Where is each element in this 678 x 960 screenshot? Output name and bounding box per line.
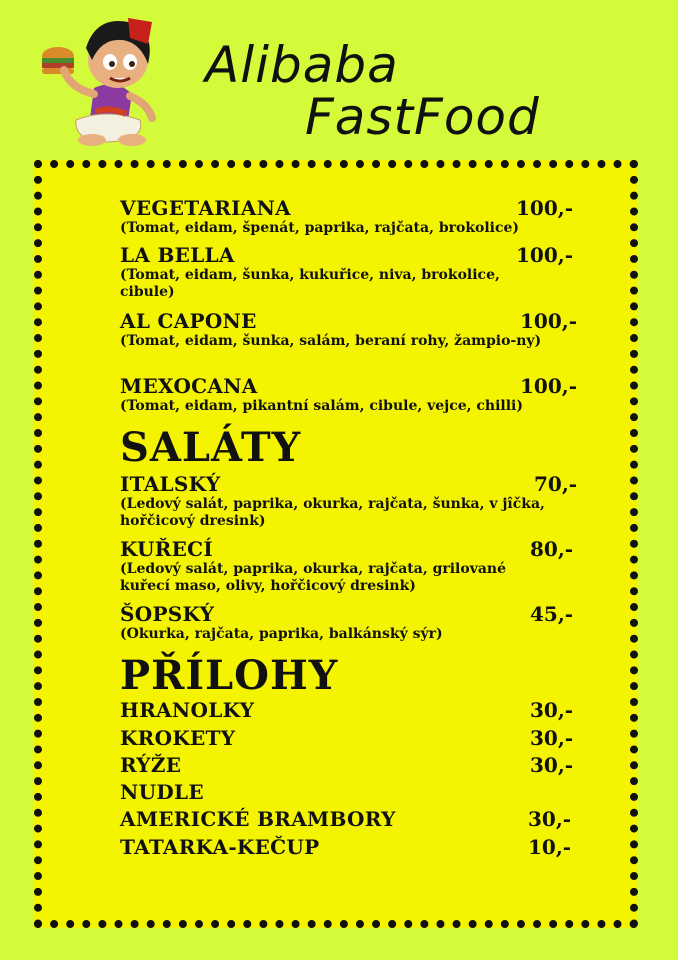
menu-item-ryze <box>120 753 580 777</box>
item-price: 45,- <box>530 602 574 626</box>
section-title-sides: PŘÍLOHY <box>120 652 339 699</box>
item-description: (Tomat, eidam, šunka, salám, beraní rohy, žampio-ny) <box>120 333 542 349</box>
item-price: 30,- <box>530 726 574 750</box>
item-price: 30,- <box>528 807 572 831</box>
item-price: 100,- <box>520 309 578 333</box>
menu-item-italsky <box>120 472 590 530</box>
item-description: (Ledový salát, paprika, okurka, rajčata, šunka, v jîčka, hořčicový dresink) <box>120 496 545 529</box>
menu-item-tatarka-kecup <box>120 835 580 859</box>
section-title-salads: SALÁTY <box>120 424 302 471</box>
brand-line-2: FastFood <box>305 88 540 146</box>
item-description: (Tomat, eidam, šunka, kukuřice, niva, brokolice, cibule) <box>120 267 500 300</box>
item-price: 30,- <box>530 698 574 722</box>
mascot-icon <box>36 8 176 148</box>
item-description: (Ledový salát, paprika, okurka, rajčata, grilované kuřecí maso, olivy, hořčicový dresink) <box>120 561 507 594</box>
item-name: NUDLE <box>120 780 204 804</box>
item-price: 100,- <box>516 196 574 220</box>
item-description: (Tomat, eidam, pikantní salám, cibule, vejce, chilli) <box>120 398 523 414</box>
menu-item-al-capone <box>120 309 590 350</box>
item-price: 30,- <box>530 753 574 777</box>
item-name: MEXOCANA <box>120 374 258 398</box>
item-name: ITALSKÝ <box>120 472 221 496</box>
item-name: TATARKA-KEČUP <box>120 835 320 859</box>
item-name: LA BELLA <box>120 243 235 267</box>
menu-item-americke-brambory <box>120 807 580 831</box>
item-name: VEGETARIANA <box>120 196 291 220</box>
item-name: ŠOPSKÝ <box>120 602 215 626</box>
menu-item-hranolky <box>120 698 580 722</box>
item-name: AL CAPONE <box>120 309 257 333</box>
item-price: 10,- <box>528 835 572 859</box>
item-name: HRANOLKY <box>120 698 255 722</box>
item-description: (Okurka, rajčata, paprika, balkánský sýr) <box>120 626 443 642</box>
item-price: 100,- <box>520 374 578 398</box>
menu-item-vegetariana <box>120 196 590 237</box>
menu-item-nudle <box>120 780 580 804</box>
menu-item-sopsky <box>120 602 590 643</box>
item-name: AMERICKÉ BRAMBORY <box>120 807 396 831</box>
menu-item-mexocana <box>120 374 590 415</box>
item-name: RÝŽE <box>120 753 182 777</box>
menu-item-la-bella <box>120 243 590 301</box>
item-price: 80,- <box>530 537 574 561</box>
item-description: (Tomat, eidam, špenát, paprika, rajčata, brokolice) <box>120 220 520 236</box>
brand-line-1: Alibaba <box>205 36 399 94</box>
item-price: 100,- <box>516 243 574 267</box>
item-price: 70,- <box>534 472 578 496</box>
item-name: KROKETY <box>120 726 236 750</box>
menu-item-kureci <box>120 537 590 595</box>
menu-item-krokety <box>120 726 580 750</box>
item-name: KUŘECÍ <box>120 537 214 561</box>
